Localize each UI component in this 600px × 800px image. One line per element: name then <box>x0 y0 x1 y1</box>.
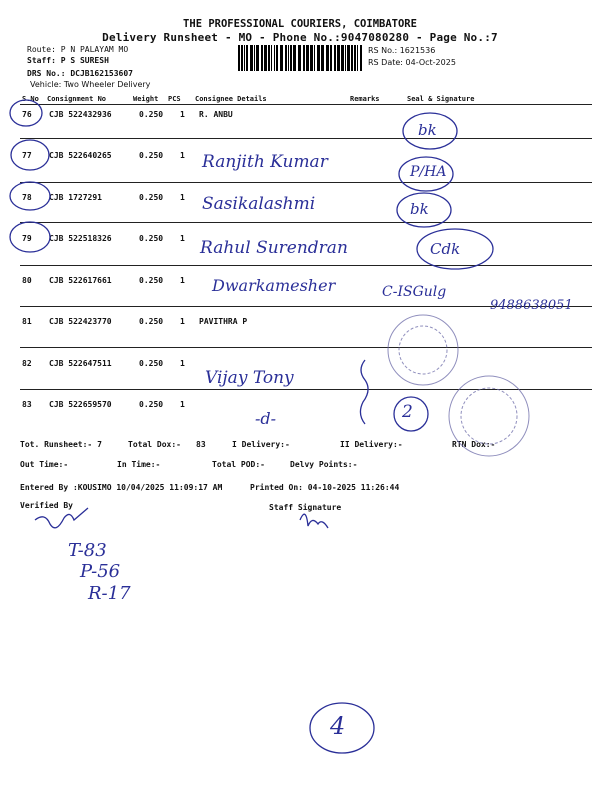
row-pcs: 1 <box>180 400 185 409</box>
row-pcs: 1 <box>180 151 185 160</box>
mark-bk-76: bk <box>418 121 437 139</box>
consignee-80-hand: Dwarkamesher <box>212 276 336 295</box>
i-delivery: I Delivery:- <box>232 440 290 449</box>
row-weight: 0.250 <box>139 317 164 326</box>
total-pod: Total POD:- <box>212 460 265 469</box>
mark-bk-78: bk <box>410 200 429 218</box>
col-pcs: PCS <box>168 95 181 103</box>
phone-80-hand: 9488638051 <box>490 298 573 313</box>
consignee-79-hand: Rahul Surendran <box>200 238 348 258</box>
col-sno: S.No <box>22 95 39 103</box>
ii-delivery: II Delivery:- <box>340 440 403 449</box>
runsheet-subtitle: Delivery Runsheet - MO - Phone No.:9047080280 - Page No.:7 <box>102 31 498 44</box>
row-pcs: 1 <box>180 110 185 119</box>
total-runsheet: Tot. Runsheet:- 7 <box>20 440 102 449</box>
row-sno: 79 <box>22 234 32 243</box>
count-p: P-56 <box>80 561 121 582</box>
rs-number: RS No.: 1621536 <box>368 46 436 55</box>
count-r: R-17 <box>88 583 131 604</box>
row-weight: 0.250 <box>139 110 164 119</box>
row-weight: 0.250 <box>139 359 164 368</box>
row-weight: 0.250 <box>139 193 164 202</box>
mark-cdk-79: Cdk <box>430 240 461 258</box>
row-sno: 77 <box>22 151 32 160</box>
circled-two: 2 <box>402 402 413 422</box>
col-weight: Weight <box>133 95 159 103</box>
row-pcs: 1 <box>180 276 185 285</box>
circle-77 <box>11 140 49 170</box>
col-consignee: Consignee Details <box>195 95 267 103</box>
row-sno: 82 <box>22 359 32 368</box>
company-title: THE PROFESSIONAL COURIERS, COIMBATORE <box>183 18 417 30</box>
out-time: Out Time:- <box>20 460 69 469</box>
staff-label: Staff: P S SURESH <box>27 56 109 65</box>
remark-80-hand: C-ISGulg <box>382 284 447 300</box>
row-weight: 0.250 <box>139 234 164 243</box>
stamp-group <box>388 315 529 456</box>
printed-on: Printed On: 04-10-2025 11:26:44 <box>250 483 400 492</box>
staff-signature-label: Staff Signature <box>269 503 342 512</box>
row-weight: 0.250 <box>139 400 164 409</box>
entered-by: Entered By :KOUSIMO 10/04/2025 11:09:17 AM <box>20 483 223 492</box>
consignee-83-hand: -d- <box>255 409 277 428</box>
circle-76 <box>10 100 42 126</box>
rs-date: RS Date: 04-Oct-2025 <box>368 58 456 67</box>
rtn-dox: RTN Dox:- <box>452 440 496 449</box>
brace-mark <box>360 360 368 424</box>
row-consignment: CJB 522659570 <box>49 400 112 409</box>
row-consignment: CJB 522617661 <box>49 276 112 285</box>
total-dox-label: Total Dox:- <box>128 440 181 449</box>
consignee-77-hand: Ranjith Kumar <box>202 152 328 172</box>
circle-78 <box>10 182 50 210</box>
row-consignment: CJB 522640265 <box>49 151 112 160</box>
verified-scribble <box>35 508 88 528</box>
total-dox-value: 83 <box>196 440 206 449</box>
row-consignment: CJB 522518326 <box>49 234 112 243</box>
page-number-circle: 4 <box>330 712 346 740</box>
circle-79 <box>10 222 50 252</box>
in-time: In Time:- <box>117 460 161 469</box>
row-consignment: CJB 522423770 <box>49 317 112 326</box>
row-weight: 0.250 <box>139 151 164 160</box>
row-consignee: R. ANBU <box>199 110 233 119</box>
row-consignment: CJB 1727291 <box>49 193 102 202</box>
consignee-78-hand: Sasikalashmi <box>202 194 316 214</box>
row-consignment: CJB 522432936 <box>49 110 112 119</box>
row-pcs: 1 <box>180 193 185 202</box>
row-sno: 78 <box>22 193 32 202</box>
staff-sign-scribble <box>300 514 328 528</box>
delvy-points: Delvy Points:- <box>290 460 358 469</box>
mark-pha-77: P/HA <box>410 164 447 180</box>
col-consignment: Consignment No <box>47 95 107 103</box>
row-sno: 83 <box>22 400 32 409</box>
verified-by: Verified By <box>20 501 73 510</box>
row-sno: 81 <box>22 317 32 326</box>
row-consignment: CJB 522647511 <box>49 359 112 368</box>
consignee-82-hand: Vijay Tony <box>205 368 294 388</box>
row-pcs: 1 <box>180 234 185 243</box>
col-remarks: Remarks <box>350 95 380 103</box>
count-t: T-83 <box>68 540 107 561</box>
vehicle-label: Vehicle: Two Wheeler Delivery <box>30 80 151 89</box>
row-pcs: 1 <box>180 359 185 368</box>
col-seal: Seal & Signature <box>407 95 475 103</box>
row-consignee: PAVITHRA P <box>199 317 248 326</box>
drs-number: DRS No.: DCJB162153607 <box>27 69 133 78</box>
route-label: Route: P N PALAYAM MO <box>27 45 129 54</box>
row-weight: 0.250 <box>139 276 164 285</box>
row-sno: 80 <box>22 276 32 285</box>
row-sno: 76 <box>22 110 32 119</box>
row-pcs: 1 <box>180 317 185 326</box>
